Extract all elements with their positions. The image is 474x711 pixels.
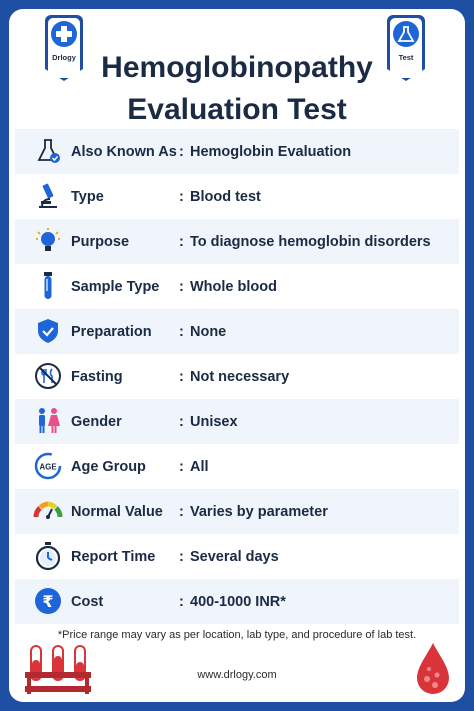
title-line-1: Hemoglobinopathy	[101, 51, 373, 84]
row-value: Hemoglobin Evaluation	[190, 143, 352, 160]
row-value: Blood test	[190, 188, 261, 205]
row-value: To diagnose hemoglobin disorders	[190, 233, 431, 250]
row-colon: :	[179, 458, 184, 475]
row-label: Normal Value	[71, 503, 163, 520]
row-value: Varies by parameter	[190, 503, 328, 520]
row-colon: :	[179, 548, 184, 565]
shield-check-icon	[33, 316, 63, 346]
row-preparation	[15, 309, 459, 354]
row-colon: :	[179, 188, 184, 205]
row-normal-value	[15, 489, 459, 534]
row-colon: :	[179, 278, 184, 295]
flask-icon	[33, 136, 63, 166]
row-type	[15, 174, 459, 219]
svg-text:₹: ₹	[42, 592, 54, 611]
row-value: Unisex	[190, 413, 238, 430]
row-cost	[15, 579, 459, 624]
drlogy-badge-label: Drlogy	[52, 53, 76, 62]
row-label: Report Time	[71, 548, 156, 565]
row-colon: :	[179, 368, 184, 385]
price-disclaimer: *Price range may vary as per location, lab type, and procedure of lab test.	[57, 629, 417, 641]
row-sample-type	[15, 264, 459, 309]
row-label: Gender	[71, 413, 122, 430]
row-label: Cost	[71, 593, 104, 610]
row-colon: :	[179, 143, 184, 160]
rupee-icon	[33, 586, 63, 616]
gauge-icon	[33, 496, 63, 526]
website-url[interactable]: www.drlogy.com	[197, 669, 277, 681]
row-value: Several days	[190, 548, 279, 565]
row-label: Age Group	[71, 458, 146, 475]
no-food-icon	[33, 361, 63, 391]
row-colon: :	[179, 503, 184, 520]
row-gender	[15, 399, 459, 444]
row-label: Also Known As	[71, 143, 177, 160]
row-label: Fasting	[71, 368, 123, 385]
microscope-icon	[33, 181, 63, 211]
lightbulb-icon	[33, 226, 63, 256]
row-label: Type	[71, 188, 104, 205]
row-label: Purpose	[71, 233, 130, 250]
row-value: All	[190, 458, 209, 475]
row-value: 400-1000 INR*	[190, 593, 286, 610]
test-badge-label: Test	[398, 53, 414, 62]
page-title	[79, 47, 395, 131]
age-icon	[33, 451, 63, 481]
row-value: None	[190, 323, 227, 340]
row-colon: :	[179, 323, 184, 340]
row-value: Whole blood	[190, 278, 277, 295]
row-report-time	[15, 534, 459, 579]
info-card	[9, 9, 465, 702]
row-purpose	[15, 219, 459, 264]
medical-cross-icon	[51, 21, 77, 47]
row-fasting	[15, 354, 459, 399]
row-also-known-as	[15, 129, 459, 174]
drlogy-badge[interactable]	[45, 15, 83, 85]
gender-icon	[33, 406, 63, 436]
svg-text:AGE: AGE	[39, 462, 57, 472]
test-tube-icon	[33, 271, 63, 301]
flask-badge-icon	[393, 21, 419, 47]
row-colon: :	[179, 593, 184, 610]
stopwatch-icon	[33, 541, 63, 571]
row-label: Sample Type	[71, 278, 160, 295]
row-value: Not necessary	[190, 368, 290, 385]
test-details-list	[15, 129, 459, 624]
row-age-group	[15, 444, 459, 489]
row-label: Preparation	[71, 323, 152, 340]
row-colon: :	[179, 413, 184, 430]
blood-drop-icon	[413, 641, 453, 697]
row-colon: :	[179, 233, 184, 250]
title-line-2: Evaluation Test	[127, 93, 347, 126]
